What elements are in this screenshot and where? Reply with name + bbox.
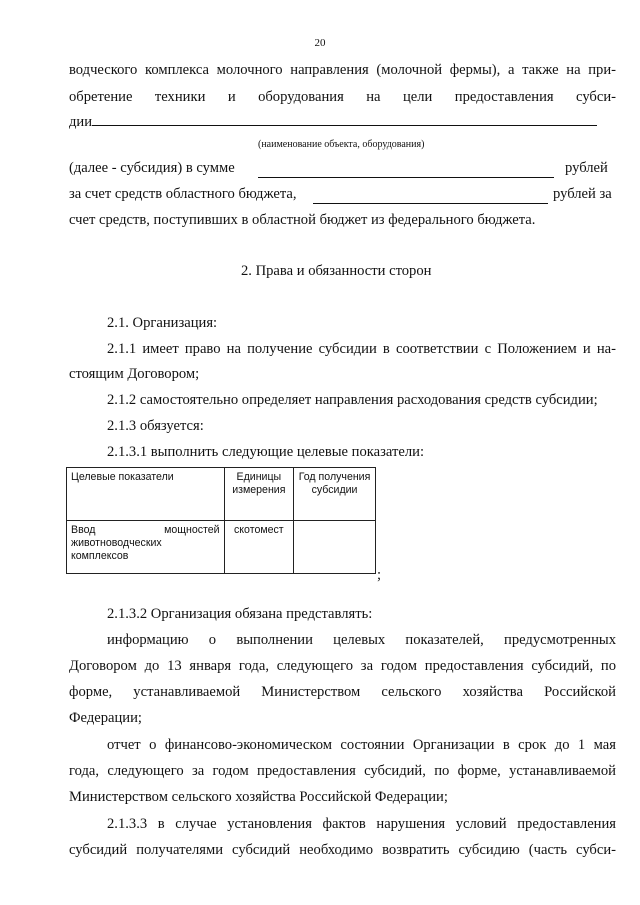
intro-line-4-suffix: рублей <box>565 160 608 176</box>
info-line-4: Федерации; <box>69 710 142 726</box>
intro-line-3-prefix: дии <box>69 114 93 130</box>
cell-unit: скотомест <box>224 521 293 574</box>
p-2-1-3-1: 2.1.3.1 выполнить следующие целевые показатели: <box>107 444 425 460</box>
intro-line-3 <box>69 112 597 131</box>
cell-year <box>294 521 376 574</box>
p-2-1-3-2: 2.1.3.2 Организация обязана представлять: <box>107 606 373 622</box>
object-name-blank <box>92 112 597 126</box>
section-heading: 2. Права и обязанности сторон <box>241 263 432 279</box>
intro-line-2: обретение техники и оборудования на цели предоставления субси- <box>69 89 616 105</box>
cell-target-name: Ввод мощностей животноводческих комплексов <box>67 521 225 574</box>
report-line-3: Министерством сельского хозяйства Российской Федерации; <box>69 789 448 805</box>
table-header-row <box>67 468 376 521</box>
p-2-1-2: 2.1.2 самостоятельно определяет направления расходования средств субсидии; <box>107 392 598 408</box>
p-2-1-3-3-line2: субсидий получателями субсидий необходимо возвратить субсидию (часть субси- <box>69 842 616 858</box>
table-row <box>67 521 376 574</box>
intro-line-4 <box>69 159 235 177</box>
header-year: Год получения субсидии <box>294 468 376 521</box>
info-line-2: Договором до 13 января года, следующего за годом предоставления субсидий, по <box>69 658 616 674</box>
sum-blank <box>258 164 554 178</box>
header-units: Единицы измерения <box>224 468 293 521</box>
table-end-mark: ; <box>377 567 382 583</box>
intro-line-6: счет средств, поступивших в областной бюджет из федерального бюджета. <box>69 212 536 228</box>
header-targets: Целевые показатели <box>67 468 225 521</box>
intro-line-5-prefix: за счет средств областного бюджета, <box>69 186 297 202</box>
page-number: 20 <box>314 37 326 49</box>
p-2-1-1-line1: 2.1.1 имеет право на получение субсидии в соответствии с Положением и на- <box>107 341 616 357</box>
p-2-1: 2.1. Организация: <box>107 315 218 331</box>
report-line-2: года, следующего за годом предоставления субсидий, по форме, устанавливаемой <box>69 763 616 779</box>
report-line-1: отчет о финансово-экономическом состоянии Организации в срок до 1 мая <box>107 737 616 753</box>
p-2-1-3-3-line1: 2.1.3.3 в случае установления фактов нарушения условий предоставления <box>107 816 616 832</box>
intro-line-5-suffix: рублей за <box>553 186 612 202</box>
info-line-3: форме, устанавливаемой Министерством сельского хозяйства Российской <box>69 684 616 700</box>
p-2-1-1-line2: стоящим Договором; <box>69 366 200 382</box>
intro-line-1: водческого комплекса молочного направления (молочной фермы), а также на при- <box>69 62 616 78</box>
object-caption: (наименование объекта, оборудования) <box>258 139 425 150</box>
intro-line-4-prefix: (далее - субсидия) в сумме <box>69 160 235 176</box>
p-2-1-3: 2.1.3 обязуется: <box>107 418 204 434</box>
regional-sum-blank <box>313 190 548 204</box>
info-line-1: информацию о выполнении целевых показателей, предусмотренных <box>107 632 616 648</box>
targets-table <box>66 467 376 574</box>
